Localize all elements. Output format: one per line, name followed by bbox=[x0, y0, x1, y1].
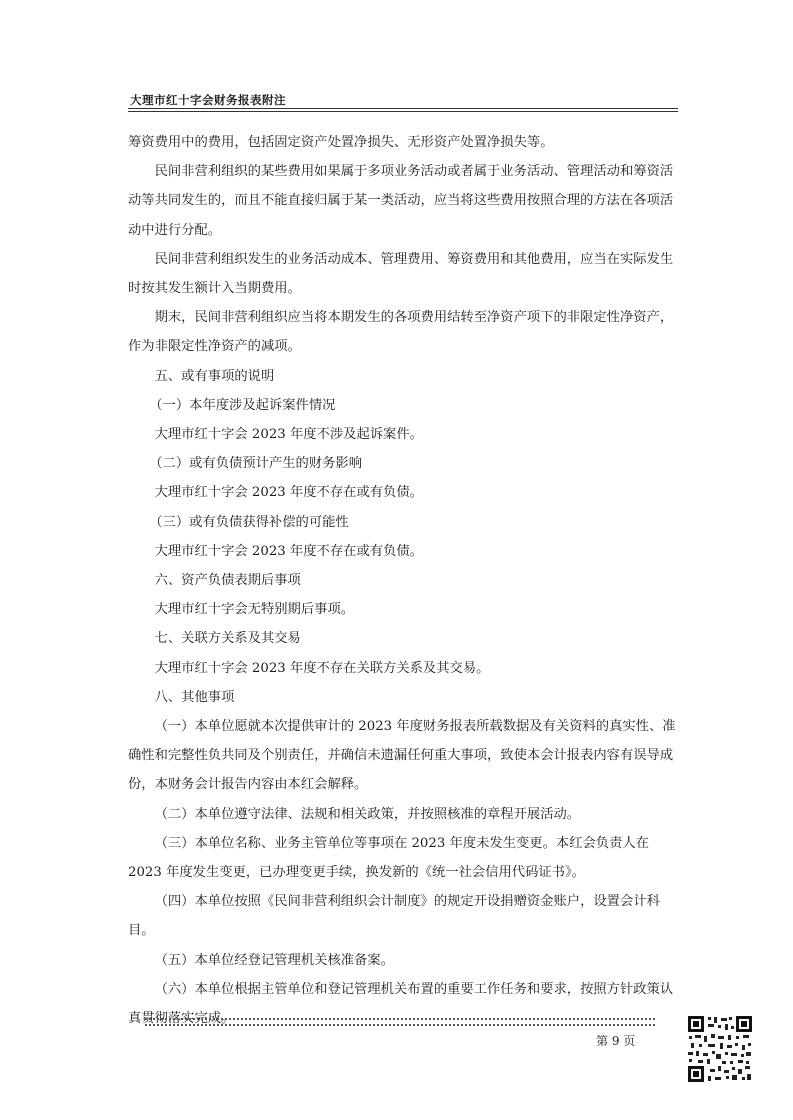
paragraph: 大理市红十字会无特别期后事项。 bbox=[154, 602, 355, 618]
paragraph: 大理市红十字会 2023 年度不存在或有负债。 bbox=[154, 485, 423, 501]
qr-code-icon bbox=[686, 1014, 754, 1084]
footer-rule-secondary bbox=[145, 1024, 655, 1026]
paragraph: 期末，民间非营利组织应当将本期发生的各项费用结转至净资产项下的非限定性净资产，作为非限定性净资产的减项。 bbox=[128, 310, 674, 355]
footer-rule bbox=[145, 1018, 655, 1020]
paragraph: 民间非营利组织发生的业务活动成本、管理费用、筹资费用和其他费用，应当在实际发生时按其发生额计入当期费用。 bbox=[128, 251, 674, 297]
paragraph: （五）本单位经登记管理机关核准备案。 bbox=[154, 952, 394, 968]
page-header-title: 大理市红十字会财务报表附注 bbox=[130, 93, 286, 107]
header-rule-secondary bbox=[128, 111, 678, 112]
section-heading: 五、或有事项的说明 bbox=[154, 368, 275, 384]
subsection-heading: （二）或有负债预计产生的财务影响 bbox=[149, 456, 363, 472]
paragraph: 大理市红十字会 2023 年度不存在关联方关系及其交易。 bbox=[154, 660, 490, 676]
paragraph: （四）本单位按照《民间非营利组织会计制度》的规定开设捐赠资金账户，设置会计科目。 bbox=[128, 894, 660, 939]
paragraph: 民间非营利组织的某些费用如果属于多项业务活动或者属于业务活动、管理活动和筹资活动等共同发生的，而且不能直接归属于某一类活动，应当将这些费用按照合理的方法在各项活动中进行分配。 bbox=[128, 164, 674, 238]
paragraph: （二）本单位遵守法律、法规和相关政策，并按照核准的章程开展活动。 bbox=[154, 806, 581, 822]
paragraph: 大理市红十字会 2023 年度不涉及起诉案件。 bbox=[154, 427, 423, 443]
header-rule bbox=[128, 108, 678, 109]
paragraph: 大理市红十字会 2023 年度不存在或有负债。 bbox=[154, 543, 423, 559]
document-body bbox=[128, 128, 680, 1033]
subsection-heading: （三）或有负债获得补偿的可能性 bbox=[149, 514, 349, 530]
paragraph: （一）本单位愿就本次提供审计的 2023 年度财务报表所载数据及有关资料的真实性、准确性和完整性负共同及个别责任，并确信未遗漏任何重大事项，致使本会计报表内容有误导成份，本财务会计报告内容由本红会解释。 bbox=[128, 719, 676, 793]
page-number: 第 9 页 bbox=[596, 1034, 636, 1048]
section-heading: 八、其他事项 bbox=[154, 689, 235, 705]
section-heading: 七、关联方关系及其交易 bbox=[154, 631, 301, 647]
paragraph: 筹资费用中的费用，包括固定资产处置净损失、无形资产处置净损失等。 bbox=[128, 135, 554, 150]
paragraph: （六）本单位根据主管单位和登记管理机关布置的重要工作任务和要求，按照方针政策认真贯彻落实完成。 bbox=[128, 981, 674, 1027]
subsection-heading: （一）本年度涉及起诉案件情况 bbox=[149, 397, 336, 413]
paragraph: （三）本单位名称、业务主管单位等事项在 2023 年度未发生变更。本红会负责人在 2023 年度发生变更，已办理变更手续，换发新的《统一社会信用代码证书》。 bbox=[128, 835, 649, 881]
section-heading: 六、资产负债表期后事项 bbox=[154, 573, 301, 589]
